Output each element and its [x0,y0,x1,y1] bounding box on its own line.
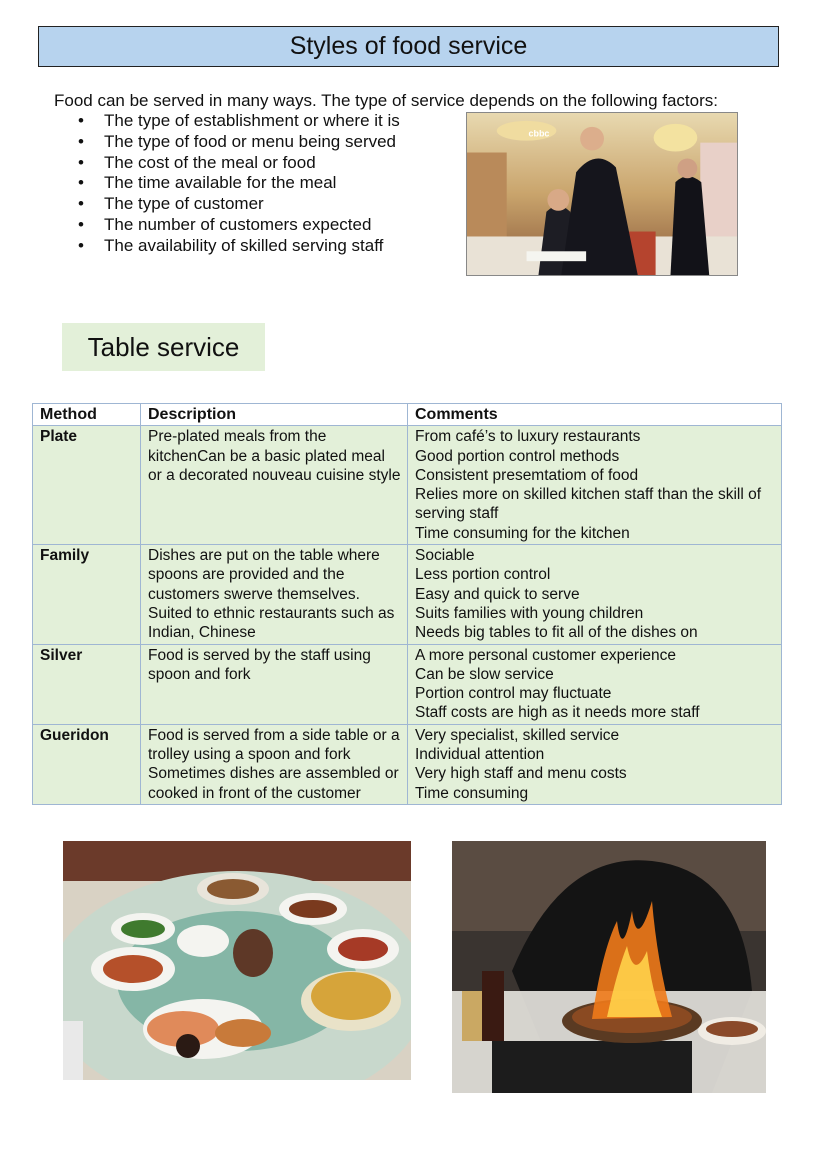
bullet-icon: • [78,131,84,151]
intro-text: Food can be served in many ways. The type of service depends on the following factors: [54,91,718,110]
method-cell: Family [33,545,141,644]
method-cell: Plate [33,426,141,545]
description-cell: Food is served by the staff using spoon and fork [141,644,408,724]
bullet-icon: • [78,235,84,255]
comments-cell: Very specialist, skilled service Individual attention Very high staff and menu costs Time consuming [408,724,782,804]
page-title: Styles of food service [38,26,779,67]
cbbc-logo-watermark: cbbc [528,128,550,139]
family-table-photo [63,841,411,1080]
list-item: • The type of food or menu being served [78,131,397,151]
table-row [33,724,782,804]
service-methods-table [32,403,782,805]
comments-cell: Sociable Less portion control Easy and quick to serve Suits families with young children Needs big tables to fit all of the dishes on [408,545,782,644]
description-cell: Dishes are put on the table where spoons are provided and the customers swerve themselves. Suited to ethnic restaurants such as Indian, Chinese [141,545,408,644]
column-header: Method [33,404,141,426]
bullet-icon: • [78,194,84,214]
table-header-row [33,404,782,426]
list-item: • The cost of the meal or food [78,152,316,172]
list-item: • The availability of skilled serving staff [78,235,384,255]
bullet-icon: • [78,152,84,172]
list-item: • The number of customers expected [78,214,372,234]
list-item: • The type of establishment or where it is [78,111,400,130]
method-cell: Silver [33,644,141,724]
description-cell: Food is served from a side table or a trolley using a spoon and fork Sometimes dishes are assembled or cooked in front of the customer [141,724,408,804]
table-row [33,545,782,644]
description-cell: Pre-plated meals from the kitchenCan be a basic plated meal or a decorated nouveau cuisine style [141,426,408,545]
comments-cell: A more personal customer experience Can be slow service Portion control may fluctuate Staff costs are high as it needs more staff [408,644,782,724]
comments-cell: From café’s to luxury restaurants Good portion control methods Consistent presemtatiom of food Relies more on skilled kitchen staff than the skill of serving staff Time consuming for the kitchen [408,426,782,545]
method-cell: Gueridon [33,724,141,804]
bullet-icon: • [78,173,84,193]
column-header: Description [141,404,408,426]
column-header: Comments [408,404,782,426]
bullet-icon: • [78,111,84,130]
flambe-photo [452,841,766,1093]
table-row [33,644,782,724]
list-item: • The type of customer [78,194,264,214]
table-row [33,426,782,545]
factors-list [78,111,400,257]
waiters-photo [466,112,738,276]
section-title: Table service [62,323,265,371]
bullet-icon: • [78,214,84,234]
list-item: • The time available for the meal [78,173,337,193]
